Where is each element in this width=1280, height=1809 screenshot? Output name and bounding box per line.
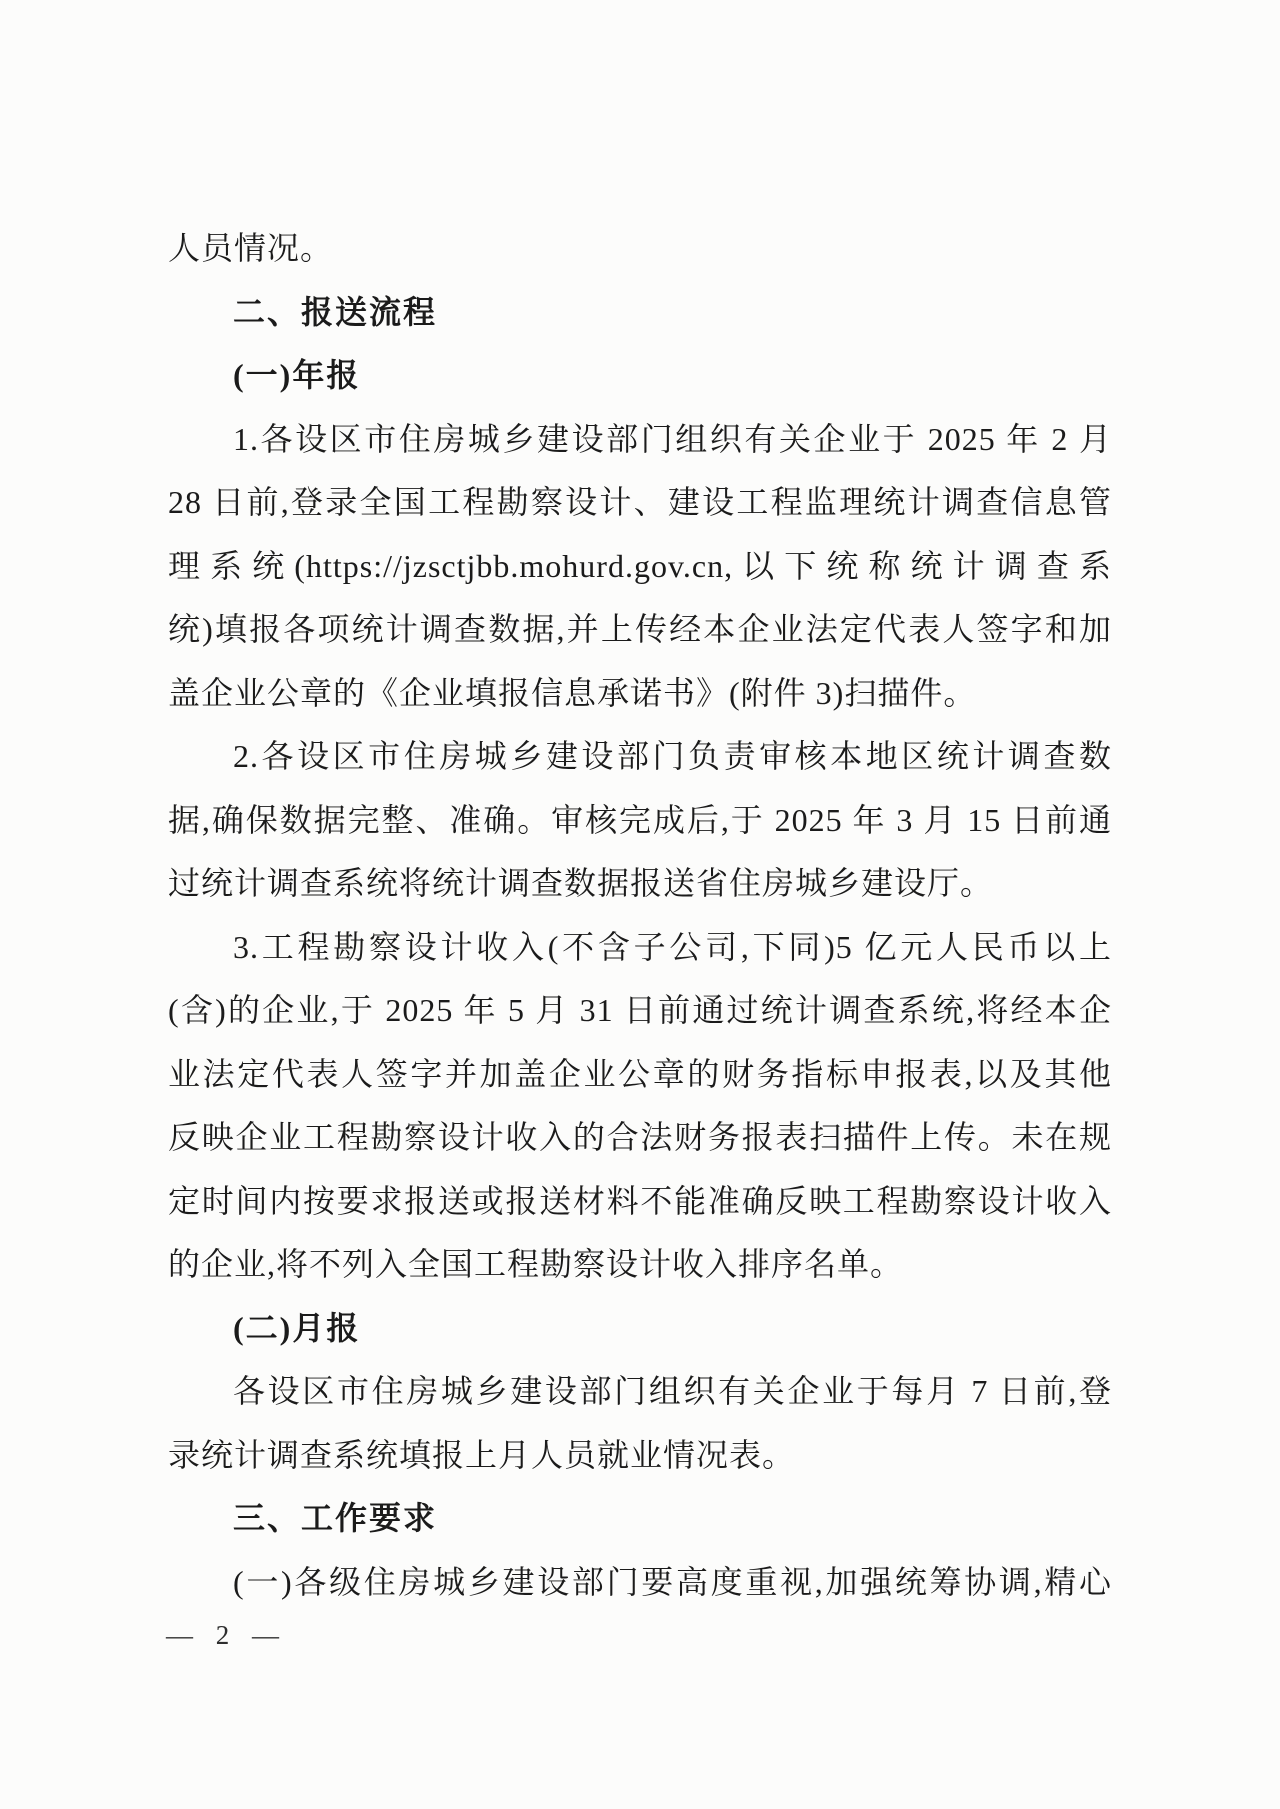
text-line: 2.各设区市住房城乡建设部门负责审核本地区统计调查数 — [233, 738, 1112, 774]
text-line: 统)填报各项统计调查数据,并上传经本企业法定代表人签字和加 — [168, 611, 1112, 647]
text-line: 录统计调查系统填报上月人员就业情况表。 — [168, 1436, 796, 1473]
text-line: 定时间内按要求报送或报送材料不能准确反映工程勘察设计收入 — [168, 1182, 1112, 1219]
text-line: 据,确保数据完整、准确。审核完成后,于 2025 年 3 月 15 日前通 — [168, 801, 1112, 838]
text-line: 反映企业工程勘察设计收入的合法财务报表扫描件上传。未在规 — [168, 1119, 1112, 1155]
text-line: (含)的企业,于 2025 年 5 月 31 日前通过统计调查系统,将经本企 — [168, 992, 1112, 1028]
text-line: 各设区市住房城乡建设部门组织有关企业于每月 7 日前,登 — [233, 1373, 1112, 1409]
text-line: 理系统(https://jzsctjbb.mohurd.gov.cn,以下统称统计调查系 — [168, 547, 1112, 584]
text-line: 过统计调查系统将统计调查数据报送省住房城乡建设厅。 — [168, 865, 994, 901]
text-line: 3.工程勘察设计收入(不含子公司,下同)5 亿元人民币以上 — [233, 928, 1112, 965]
document-body — [168, 217, 1112, 1614]
text-line: 盖企业公章的《企业填报信息承诺书》(附件 3)扫描件。 — [168, 674, 977, 711]
text-line: (二)月报 — [233, 1309, 361, 1346]
text-line: 人员情况。 — [168, 230, 334, 266]
text-line: 的企业,将不列入全国工程勘察设计收入排序名单。 — [168, 1246, 904, 1282]
text-line: 三、工作要求 — [233, 1500, 438, 1536]
text-line: 1.各设区市住房城乡建设部门组织有关企业于 2025 年 2 月 — [233, 420, 1112, 457]
text-line: 二、报送流程 — [233, 293, 438, 330]
text-line: (一)年报 — [233, 357, 361, 393]
text-line: (一)各级住房城乡建设部门要高度重视,加强统筹协调,精心 — [233, 1563, 1112, 1600]
text-line: 业法定代表人签字并加盖企业公章的财务指标申报表,以及其他 — [168, 1055, 1112, 1092]
text-line: 28 日前,登录全国工程勘察设计、建设工程监理统计调查信息管 — [168, 484, 1112, 520]
page-number-footer: — 2 — — [166, 1620, 281, 1650]
